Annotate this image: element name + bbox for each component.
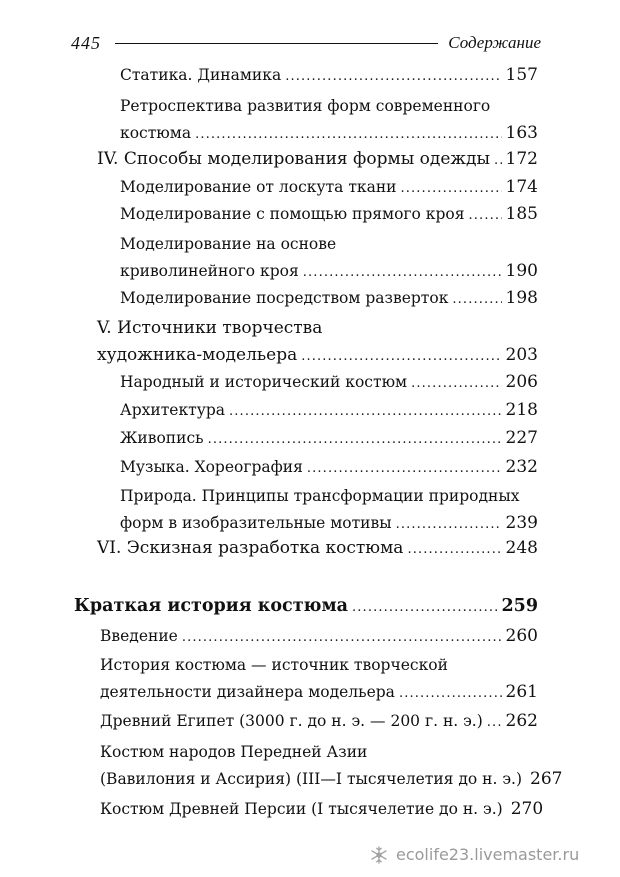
- dot-leader: [301, 344, 501, 370]
- page-header: [71, 30, 541, 56]
- toc-entry-title: История костюма — источник творческой: [100, 656, 448, 674]
- toc-entry-title: Введение: [100, 627, 178, 645]
- page-number: 445: [71, 32, 101, 53]
- toc-entry-title: Ретроспектива развития форм современного: [120, 97, 491, 115]
- toc-entry-title-continued: деятельности дизайнера модельера: [100, 683, 395, 701]
- toc-page-number: 198: [505, 288, 538, 308]
- toc-page-number: 260: [505, 626, 538, 646]
- toc-page-number: 239: [505, 513, 538, 533]
- toc-entry: [120, 425, 538, 452]
- toc-entry: [120, 397, 538, 424]
- toc-entry-title: IV. Способы моделирования формы одежды: [97, 149, 491, 169]
- toc-entry-title: Краткая история костюма: [74, 596, 349, 616]
- toc-page-number: 259: [501, 596, 538, 616]
- dot-leader: [487, 710, 502, 736]
- toc-page-number: 172: [505, 149, 538, 169]
- toc-entry-title: Костюм Древней Персии (I тысячелетие до н. э.): [100, 800, 503, 818]
- header-rule: [115, 43, 438, 44]
- toc-entry-title: Народный и исторический костюм: [120, 373, 408, 391]
- dot-leader: [399, 681, 502, 707]
- toc-entry: [97, 146, 538, 173]
- toc-page-number: 163: [505, 123, 538, 143]
- toc-page-number: 267: [530, 769, 563, 789]
- toc-section-heading: [74, 593, 538, 620]
- toc-page-number: 218: [505, 400, 538, 420]
- toc-entry: [120, 285, 538, 312]
- toc-page-number: 174: [505, 177, 538, 197]
- toc-page-number: 227: [505, 428, 538, 448]
- toc-entry: [120, 369, 538, 396]
- toc-page-number: 270: [510, 799, 544, 819]
- toc-entry-title: Статика. Динамика: [120, 66, 282, 84]
- toc-entry-title: Архитектура: [120, 401, 226, 419]
- snowflake-icon: [370, 846, 388, 864]
- toc-entry-title: V. Источники творчества: [97, 318, 323, 338]
- toc-entry-title: VI. Эскизная разработка костюма: [97, 538, 404, 558]
- toc-page-number: 232: [505, 457, 538, 477]
- toc-page-number: 157: [505, 65, 538, 85]
- toc-entry: [100, 796, 544, 823]
- dot-leader: [208, 427, 502, 453]
- toc-entry-title-continued: костюма: [120, 124, 192, 142]
- watermark: [370, 845, 579, 864]
- toc-entry-title: Моделирование от лоскута ткани: [120, 178, 397, 196]
- dot-leader: [469, 203, 502, 229]
- toc-entry-title: Природа. Принципы трансформации природных: [120, 487, 520, 505]
- toc-entry: [120, 231, 538, 285]
- toc-entry-title: Музыка. Хореография: [120, 458, 303, 476]
- dot-leader: [285, 64, 501, 90]
- toc-entry: [100, 652, 538, 706]
- dot-leader: [411, 371, 501, 397]
- toc-page-number: 248: [505, 538, 538, 558]
- toc-entry: [120, 62, 538, 89]
- toc-page-number: 261: [505, 682, 538, 702]
- toc-entry: [100, 739, 563, 793]
- toc-entry: [120, 201, 538, 228]
- toc-entry: [120, 454, 538, 481]
- toc-page-number: 185: [505, 204, 538, 224]
- toc-page-number: 203: [505, 345, 538, 365]
- watermark-text: ecolife23.livemaster.ru: [396, 845, 580, 864]
- dot-leader: [229, 399, 502, 425]
- toc-entry-title-continued: (Вавилония и Ассирия) (III—I тысячелетия до н. э.): [100, 770, 523, 788]
- toc-entry: [120, 174, 538, 201]
- running-title: Содержание: [448, 33, 541, 52]
- dot-leader: [452, 287, 501, 313]
- toc-entry-title: Костюм народов Передней Азии: [100, 743, 368, 761]
- toc-entry-title-continued: криволинейного кроя: [120, 262, 299, 280]
- toc-entry-title-continued: форм в изобразительные мотивы: [120, 514, 392, 532]
- dot-leader: [401, 176, 502, 202]
- dot-leader: [195, 122, 501, 148]
- toc-entry: [97, 535, 538, 562]
- toc-entry-title: Живопись: [120, 429, 204, 447]
- toc-entry: [97, 315, 538, 369]
- toc-page-number: 262: [505, 711, 538, 731]
- toc-entry-title: Моделирование посредством разверток: [120, 289, 449, 307]
- toc-entry-title: Моделирование с помощью прямого кроя: [120, 205, 465, 223]
- toc-entry: [100, 623, 538, 650]
- toc-page-number: 206: [505, 372, 538, 392]
- toc-page-number: 190: [505, 261, 538, 281]
- dot-leader: [494, 148, 502, 174]
- dot-leader: [407, 537, 501, 563]
- toc-entry-title: Моделирование на основе: [120, 235, 337, 253]
- dot-leader: [303, 260, 502, 286]
- toc-entry: [120, 483, 538, 537]
- toc-entry: [120, 93, 538, 147]
- dot-leader: [182, 625, 502, 651]
- toc-entry-title-continued: художника-модельера: [97, 345, 298, 365]
- dot-leader: [307, 456, 502, 482]
- dot-leader: [352, 595, 497, 621]
- toc-entry-title: Древний Египет (3000 г. до н. э. — 200 г. н. э.): [100, 712, 483, 730]
- toc-entry: [100, 708, 538, 735]
